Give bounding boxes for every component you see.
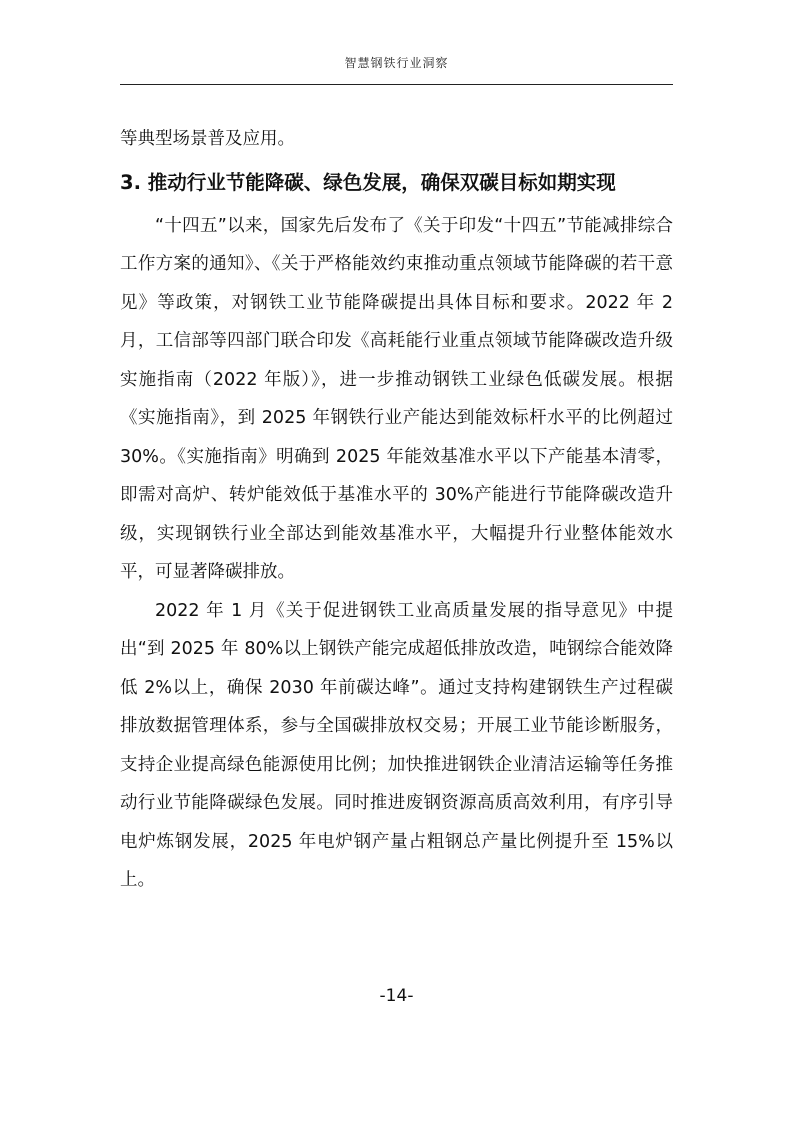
header-divider (120, 84, 673, 85)
body-paragraph-2: 2022 年 1 月《关于促进钢铁工业高质量发展的指导意见》中提出“到 2025 年 80%以上钢铁产能完成超低排放改造，吨钢综合能效降低 2%以上，确保 2030 年前碳达峰”。通过支持构建钢铁生产过程碳排放数据管理体系，参与全国碳排放权交易；开展工业节能诊断服务，支持企业提高绿色能源使用比例；加快推进钢铁企业清洁运输等任务推动行业节能降碳绿色发展。同时推进废钢资源高质高效利用，有序引导电炉炼钢发展，2025 年电炉钢产量占粗钢总产量比例提升至 15%以上。 (120, 600, 673, 890)
page-number: -14- (379, 986, 414, 1006)
page-body (120, 120, 673, 900)
running-header: 智慧钢铁行业洞察 (344, 56, 449, 70)
continuation-text: 等典型场景普及应用。 (120, 129, 295, 149)
section-heading: 3. 推动行业节能降碳、绿色发展，确保双碳目标如期实现 (120, 170, 616, 194)
body-paragraph-1: “十四五”以来，国家先后发布了《关于印发“十四五”节能减排综合工作方案的通知》、《关于严格能效约束推动重点领域节能降碳的若干意见》等政策，对钢铁工业节能降碳提出具体目标和要求。2022 年 2 月，工信部等四部门联合印发《高耗能行业重点领域节能降碳改造升级实施指南（2022 年版）》，进一步推动钢铁工业绿色低碳发展。根据《实施指南》，到 2025 年钢铁行业产能达到能效标杆水平的比例超过 30%。《实施指南》明确到 2025 年能效基准水平以下产能基本清零，即需对高炉、转炉能效低于基准水平的 30%产能进行节能降碳改造升级，实现钢铁行业全部达到能效基准水平，大幅提升行业整体能效水平，可显著降碳排放。 (120, 215, 673, 582)
